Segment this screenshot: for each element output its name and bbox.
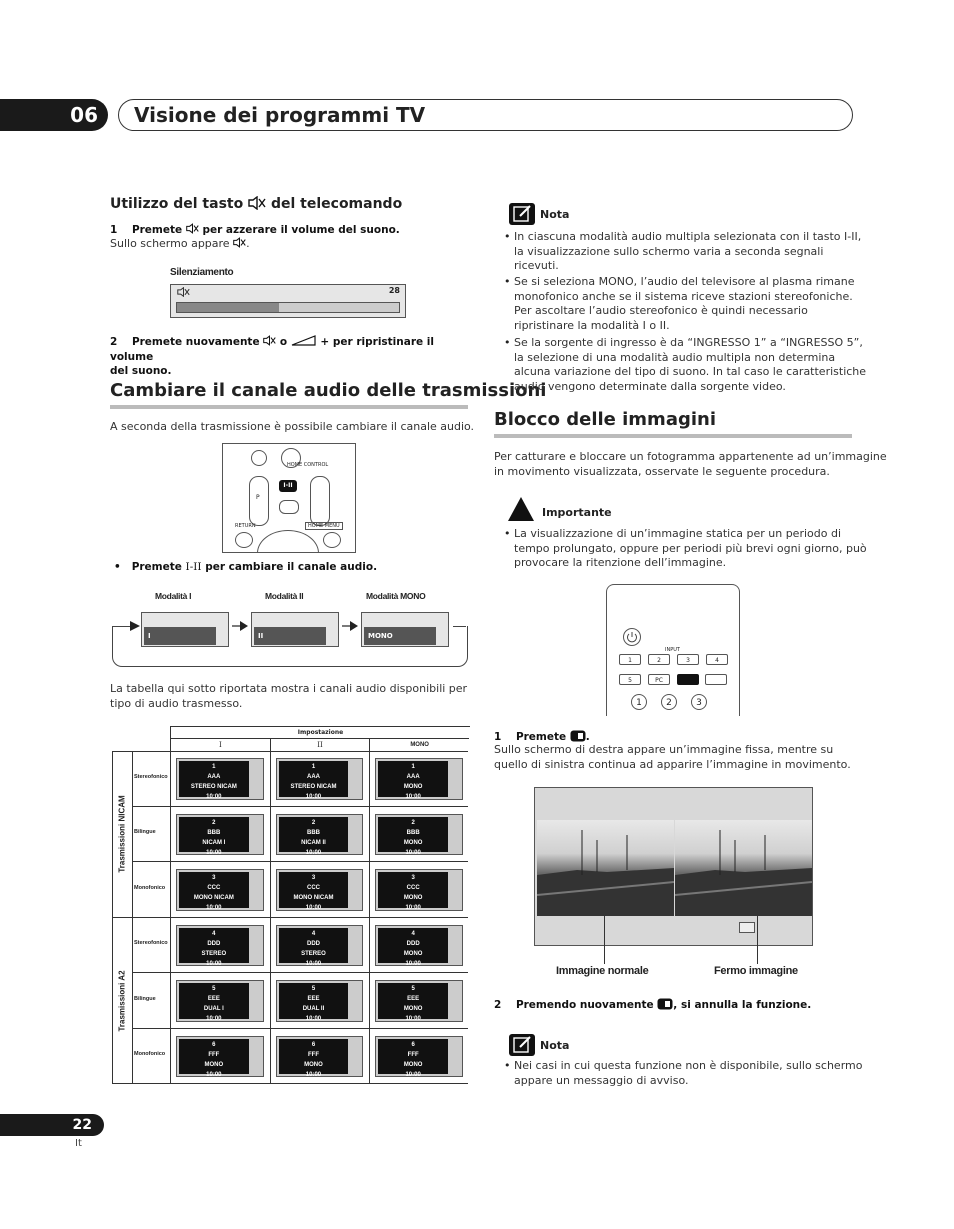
table-screen	[276, 925, 364, 967]
table-screen	[276, 980, 364, 1022]
table-screen-line: MONO	[403, 1061, 423, 1068]
table-screen-line: 4	[411, 930, 415, 937]
table-col-rule	[170, 918, 171, 974]
table-screen-line: 2	[311, 819, 316, 826]
mode-label-ii: Modalità II	[265, 591, 304, 601]
table-screen-line: 2	[212, 819, 216, 826]
bullet-dot: •	[504, 275, 511, 288]
nota2-line: appare un messaggio di avviso.	[514, 1073, 689, 1087]
table-screen-line: 10:00	[305, 1016, 322, 1022]
step-sub-line: quello di sinistra continua ad apparire l’immagine in movimento.	[494, 757, 851, 771]
table-screen	[176, 980, 264, 1022]
volume-osd	[170, 284, 406, 318]
table-screen	[375, 869, 463, 911]
nota2-line: Nei casi in cui questa funzione non è disponibile, sullo schermo	[514, 1059, 863, 1072]
mode-label-i: Modalità I	[155, 591, 192, 601]
table-screen-line: 10:00	[206, 960, 222, 967]
nota-bullet-1	[514, 230, 861, 274]
volume-fill	[177, 303, 279, 312]
table-screen-line: STEREO NICAM	[190, 784, 237, 790]
table-screen-line: FFF	[208, 1051, 220, 1058]
table-screen-line: EEE	[207, 996, 220, 1002]
table-screen	[375, 980, 463, 1022]
step-text: + per ripristinare il volume	[110, 336, 434, 363]
table-col-rule	[369, 862, 370, 918]
nota-line: Per ascoltare l’audio stereofonico è quindi necessario	[514, 304, 808, 317]
table-screen-line: DDD	[207, 940, 221, 947]
mute-title-post: del telecomando	[270, 196, 403, 212]
mute-button	[279, 500, 299, 514]
table-screen-line: BBB	[406, 829, 420, 836]
table-screen-osd	[279, 928, 349, 967]
nota2-label: Nota	[540, 1039, 570, 1052]
audio-intro: A seconda della trasmissione è possibile cambiare il canale audio.	[110, 420, 475, 433]
step-sub-text: Sullo schermo appare	[110, 237, 230, 250]
table-screen-osd	[179, 817, 249, 856]
table-screen-line: NICAM I	[202, 839, 226, 846]
table-screen-osd	[179, 761, 249, 800]
table-screen-line: MONO	[304, 1061, 323, 1068]
table-screen	[176, 814, 264, 856]
callout-line	[604, 916, 605, 964]
importante-text	[514, 527, 867, 571]
note-icon	[509, 203, 535, 225]
chapter-title: Visione dei programmi TV	[134, 103, 426, 127]
table-screen-line: MONO	[403, 1006, 423, 1012]
bullet-dot: •	[504, 230, 511, 243]
bullet-dot: •	[504, 1059, 511, 1072]
split-screen	[534, 787, 813, 946]
silence-label: Silenziamento	[170, 267, 234, 278]
nota-line: audio vengono determinate dalla sorgente video.	[514, 379, 786, 393]
number-key: 2	[661, 694, 677, 710]
arrow-right-icon	[342, 621, 358, 631]
table-screen-osd	[378, 928, 448, 967]
step-text: , si annulla la funzione.	[673, 999, 812, 1011]
page-number: 22	[0, 1114, 104, 1136]
table-screen-line: 10:00	[405, 1071, 421, 1078]
step-sub-line: Sullo schermo di destra appare un’immagine fissa, mentre su	[494, 743, 834, 756]
table-screen-osd	[378, 761, 448, 800]
table-col-rule	[468, 1029, 469, 1085]
input-key: 3	[677, 654, 699, 665]
step-number: 1	[110, 224, 118, 236]
table-screen-line: STEREO NICAM	[290, 784, 337, 790]
table-col-rule	[270, 973, 271, 1029]
power-icon	[624, 629, 640, 645]
table-screen	[176, 925, 264, 967]
dpad	[257, 530, 319, 553]
table-screen-osd	[279, 983, 349, 1022]
table-intro-line: La tabella qui sotto riportata mostra i canali audio disponibili per	[110, 682, 468, 695]
mode-osd: II	[254, 627, 326, 645]
table-screen-osd	[179, 983, 249, 1022]
table-screen-line: CCC	[406, 885, 420, 891]
freeze-icon	[570, 730, 586, 742]
table-screen-line: 5	[411, 986, 415, 992]
mute-icon	[248, 196, 266, 210]
table-screen-line: EEE	[307, 996, 320, 1002]
table-screen-osd	[378, 817, 448, 856]
table-row-type: Bilingue	[134, 829, 156, 836]
mode-osd: MONO	[364, 627, 436, 645]
nota-label: Nota	[540, 208, 570, 221]
mute-title-pre: Utilizzo del tasto	[110, 196, 244, 212]
table-header: Impostazione	[170, 726, 470, 739]
step-number: 2	[110, 336, 118, 348]
table-screen	[276, 758, 364, 800]
table-row-type: Monofonico	[134, 884, 166, 891]
table-screen-line: MONO	[204, 1061, 224, 1068]
table-row-type: Monofonico	[134, 1051, 166, 1058]
table-screen-line: 3	[411, 875, 415, 881]
arrow-right-icon	[232, 621, 248, 631]
table-screen-line: MONO	[403, 784, 423, 790]
mode-screen-mono	[361, 612, 449, 647]
remote-button	[251, 450, 267, 466]
mute-step-1	[110, 223, 400, 236]
audio-channel-table	[112, 726, 469, 1084]
freeze-osd-icon	[739, 922, 755, 933]
table-screen-line: 2	[411, 819, 415, 826]
remote-illustration	[222, 443, 356, 553]
input-key: 5	[619, 674, 641, 685]
bullet-text: per cambiare il canale audio.	[205, 561, 378, 573]
remote-button	[323, 532, 341, 548]
table-screen-line: 3	[311, 875, 316, 881]
mute-section-title	[110, 196, 402, 212]
table-screen-osd	[179, 1039, 249, 1078]
freeze-button	[677, 674, 699, 685]
table-screen-line: MONO NICAM	[293, 895, 334, 901]
freeze-intro-line: Per catturare e bloccare un fotogramma appartenente ad un’immagine	[494, 450, 887, 463]
heading-rule	[110, 405, 468, 409]
table-screen-osd	[279, 761, 349, 800]
table-col-rule	[270, 1029, 271, 1085]
arrow-right-icon	[130, 621, 140, 631]
table-screen-line: 10:00	[405, 849, 421, 856]
table-screen-line: FFF	[407, 1051, 419, 1058]
table-screen-line: 10:00	[305, 1071, 322, 1078]
table-col-rule	[369, 751, 370, 807]
mute-step-1-sub: Sullo schermo appare .	[110, 237, 250, 250]
table-screen-osd	[279, 1039, 349, 1078]
table-screen-line: AAA	[306, 774, 320, 780]
nota-line: Se si seleziona MONO, l’audio del televisore al plasma rimane	[514, 275, 855, 288]
table-screen-line: DDD	[306, 940, 320, 947]
table-screen-osd	[179, 928, 249, 967]
nota-line: la selezione di una modalità audio multipla non determina	[514, 350, 836, 364]
table-screen-line: 5	[212, 986, 216, 992]
table-screen-line: CCC	[306, 885, 320, 891]
table-col-rule	[270, 862, 271, 918]
note-icon	[509, 1034, 535, 1056]
importante-line: provocare la ritenzione dell’immagine.	[514, 556, 727, 569]
normal-image-label: Immagine normale	[556, 965, 649, 977]
table-screen-line: 10:00	[405, 794, 421, 800]
input-key: 4	[706, 654, 728, 665]
freeze-intro-line: in movimento visualizzata, osservate le seguente procedura.	[494, 464, 830, 478]
i-ii-button: I-II	[279, 480, 297, 492]
number-key: 3	[691, 694, 707, 710]
step-number: 1	[494, 731, 502, 743]
table-screen-line: 10:00	[206, 1016, 222, 1022]
table-screen-line: MONO	[403, 895, 423, 901]
table-screen-line: 4	[311, 930, 316, 937]
table-col-rule	[468, 751, 469, 807]
table-col-rule	[170, 862, 171, 918]
table-screen-line: MONO	[403, 839, 423, 846]
table-screen-line: NICAM II	[301, 839, 326, 846]
table-screen	[375, 925, 463, 967]
audio-bullet: • Premete I-II per cambiare il canale audio.	[114, 561, 378, 573]
mute-icon	[263, 335, 276, 346]
nota-line: In ciascuna modalità audio multipla selezionata con il tasto I-II,	[514, 230, 862, 243]
nota-bullet-2	[514, 275, 855, 333]
input-key: 1	[619, 654, 641, 665]
freeze-step-2	[494, 998, 811, 1011]
table-screen-line: 10:00	[206, 794, 222, 800]
table-col-rule	[468, 973, 469, 1029]
table-screen-line: STEREO	[201, 950, 227, 957]
mute-icon	[233, 237, 246, 248]
audio-heading: Cambiare il canale audio delle trasmissioni	[110, 380, 547, 401]
table-screen-line: 10:00	[405, 1016, 421, 1022]
table-row-type: Bilingue	[134, 995, 156, 1002]
table-col-rule	[468, 807, 469, 863]
table-col-rule	[369, 918, 370, 974]
table-col-rule	[369, 1029, 370, 1085]
nota-line: Se la sorgente di ingresso è da “INGRESSO 1” a “INGRESSO 5”,	[514, 336, 863, 349]
volume-rocker	[310, 476, 330, 526]
table-screen-line: 6	[311, 1041, 316, 1048]
table-screen	[375, 814, 463, 856]
mute-icon	[186, 223, 199, 234]
harbor-photo	[537, 820, 674, 916]
power-button	[623, 628, 641, 646]
table-screen-line: 10:00	[305, 849, 322, 856]
table-screen-line: 6	[212, 1041, 216, 1048]
table-screen-line: 10:00	[206, 1071, 222, 1078]
bullet-dot: •	[504, 527, 511, 540]
p-label: P	[256, 494, 260, 501]
home-control-label: HOME CONTROL	[287, 462, 329, 468]
mode-screen-ii	[251, 612, 339, 647]
step-text: per azzerare il volume del suono.	[202, 224, 400, 236]
table-col-rule	[170, 1029, 171, 1085]
importante-line: La visualizzazione di un’immagine statica per un periodo di	[514, 527, 842, 540]
language-code: It	[75, 1138, 82, 1149]
bullet-dot: •	[504, 336, 511, 349]
table-screen-line: 10:00	[405, 905, 421, 911]
volume-track	[176, 302, 400, 313]
table-col-rule	[369, 807, 370, 863]
table-col-rule	[468, 862, 469, 918]
table-screen-line: 5	[311, 986, 316, 992]
table-row-type: Stereofonico	[134, 773, 168, 780]
table-screen-line: 10:00	[206, 849, 222, 856]
table-screen-line: EEE	[407, 996, 420, 1002]
table-screen-osd	[378, 1039, 448, 1078]
mode-label-mono: Modalità MONO	[366, 591, 426, 601]
cycle-loop	[453, 626, 466, 627]
nota-line: alcuna variazione del tipo di suono. In tal caso le caratteristiche	[514, 365, 867, 378]
table-col-header: I	[170, 738, 270, 751]
table-screen-line: DDD	[406, 940, 420, 947]
table-screen-line: DUAL II	[302, 1006, 325, 1012]
volume-up-icon	[291, 335, 317, 346]
freeze-step-1-sub	[494, 743, 851, 772]
table-screen	[276, 1036, 364, 1078]
step-text: Premete	[131, 224, 183, 236]
table-screen-line: 1	[311, 764, 316, 770]
table-screen-line: 10:00	[206, 905, 222, 911]
freeze-intro	[494, 450, 887, 479]
harbor-photo	[675, 820, 812, 916]
important-icon	[508, 497, 534, 521]
home-menu-label: HOME MENU	[305, 522, 343, 530]
table-screen-line: STEREO	[301, 950, 326, 957]
step-number: 2	[494, 999, 502, 1011]
input-key: PC	[648, 674, 670, 685]
number-key: 1	[631, 694, 647, 710]
nota-bullet-3	[514, 336, 866, 394]
step-text: del suono.	[110, 365, 172, 377]
nota-line: monofonico anche se il sistema riceve stazioni stereofoniche.	[514, 289, 853, 303]
split-button	[705, 674, 727, 685]
table-screen-osd	[279, 872, 349, 911]
table-col-rule	[170, 973, 171, 1029]
table-screen	[276, 869, 364, 911]
table-screen-osd	[378, 872, 448, 911]
freeze-step-1: 1 Premete .	[494, 731, 590, 743]
table-screen-line: 10:00	[405, 960, 421, 967]
step-text: Premete nuovamente	[131, 336, 260, 348]
bullet-text: Premete	[131, 561, 182, 573]
mute-step-2	[110, 335, 470, 379]
table-screen-line: MONO NICAM	[193, 895, 234, 901]
table-screen-line: BBB	[306, 829, 320, 836]
table-col-rule	[270, 751, 271, 807]
table-col-rule	[270, 807, 271, 863]
table-screen-line: 4	[212, 930, 216, 937]
chapter-number: 06	[0, 99, 108, 131]
table-screen-line: 1	[411, 764, 415, 770]
table-screen-line: BBB	[207, 829, 221, 836]
table-col-rule	[270, 918, 271, 974]
table-intro-line: tipo di audio trasmesso.	[110, 696, 243, 710]
mute-icon	[177, 287, 190, 297]
nota-line: ripristinare la modalità I o II.	[514, 318, 670, 332]
table-group-label: Trasmissioni A2	[117, 970, 127, 1032]
table-screen-line: FFF	[307, 1051, 319, 1058]
table-screen	[375, 758, 463, 800]
table-col-header: MONO	[369, 738, 469, 751]
nota-line: la visualizzazione sullo schermo varia a seconda segnali	[514, 244, 824, 258]
table-row-type: Stereofonico	[134, 940, 168, 947]
mode-osd: I	[144, 627, 216, 645]
table-screen-line: 6	[411, 1041, 415, 1048]
table-screen-line: AAA	[406, 774, 420, 780]
step-text: Premendo nuovamente	[515, 999, 654, 1011]
table-screen-osd	[279, 817, 349, 856]
table-screen	[375, 1036, 463, 1078]
table-screen	[276, 814, 364, 856]
importante-line: tempo prolungato, oppure per periodi più brevi ogni giorno, può	[514, 541, 867, 555]
nota-line: ricevuti.	[514, 259, 559, 272]
table-screen-line: AAA	[207, 774, 221, 780]
frozen-image	[675, 820, 812, 916]
freeze-icon	[657, 998, 673, 1010]
step-text: o	[279, 336, 288, 348]
heading-rule	[494, 434, 852, 438]
table-col-header: II	[270, 738, 370, 751]
return-label: RETURN	[235, 523, 256, 529]
table-screen-line: 10:00	[305, 905, 322, 911]
input-key: 2	[648, 654, 670, 665]
freeze-image-label: Fermo immagine	[714, 965, 798, 977]
table-screen-line: 10:00	[305, 794, 322, 800]
table-screen-osd	[179, 872, 249, 911]
step-text: Premete	[515, 731, 567, 743]
input-label: INPUT	[665, 647, 680, 653]
callout-line	[757, 916, 758, 964]
volume-value: 28	[388, 286, 400, 295]
table-screen-line: 10:00	[305, 960, 322, 967]
table-col-rule	[170, 807, 171, 863]
remote-illustration-2	[606, 584, 740, 716]
nota2-text	[514, 1059, 862, 1088]
table-screen-line: DUAL I	[203, 1006, 224, 1012]
table-screen-line: CCC	[207, 885, 221, 891]
table-col-rule	[369, 973, 370, 1029]
channel-rocker	[249, 476, 269, 526]
freeze-heading: Blocco delle immagini	[494, 409, 717, 430]
table-screen-line: 3	[212, 875, 216, 881]
table-screen	[176, 869, 264, 911]
table-intro	[110, 682, 467, 711]
remote-button	[235, 532, 253, 548]
mode-screen-i	[141, 612, 229, 647]
table-screen-line: 1	[212, 764, 216, 770]
table-screen	[176, 1036, 264, 1078]
table-screen-osd	[378, 983, 448, 1022]
normal-image	[537, 820, 674, 916]
table-col-rule	[468, 918, 469, 974]
table-col-rule	[170, 751, 171, 807]
table-group-label: Trasmissioni NICAM	[117, 795, 127, 873]
table-screen-line: MONO	[403, 950, 423, 957]
importante-label: Importante	[542, 506, 612, 519]
i-ii-key: I-II	[185, 561, 202, 573]
table-screen	[176, 758, 264, 800]
